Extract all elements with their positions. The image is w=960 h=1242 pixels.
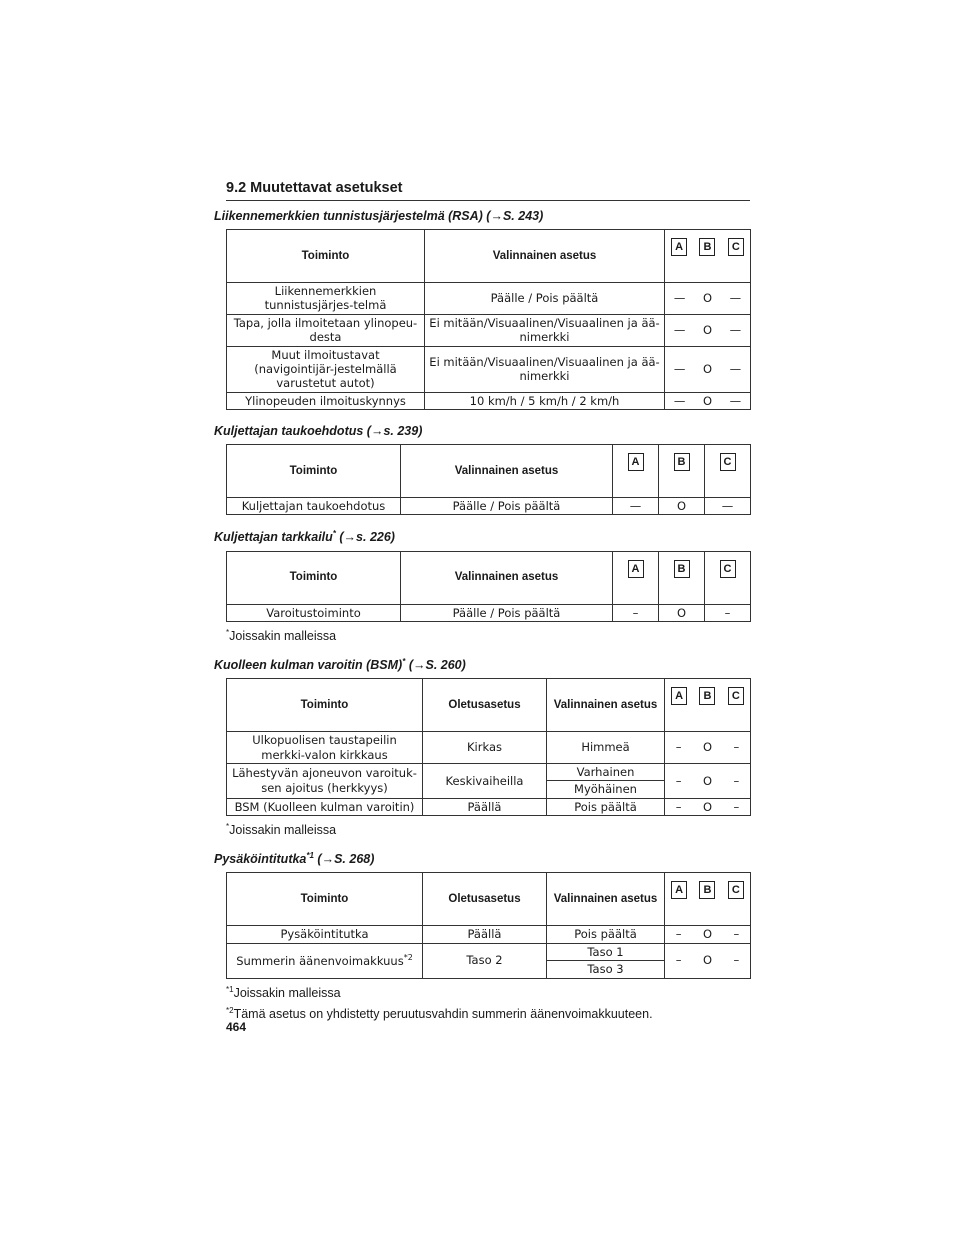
table-header-row <box>227 873 751 926</box>
col-default: Oletusasetus <box>423 873 547 926</box>
cell-c: – <box>733 773 740 788</box>
cell-c: — <box>729 322 742 337</box>
cell-default: Päällä <box>423 926 547 943</box>
cell-function: Varoitustoiminto <box>227 604 401 621</box>
table-row <box>227 798 751 815</box>
key-b: B <box>699 687 715 705</box>
cell-a: — <box>673 322 686 337</box>
cell-b: O <box>659 604 705 621</box>
key-a: A <box>628 560 644 578</box>
break-table <box>226 444 751 515</box>
key-a: A <box>671 687 687 705</box>
cell-optional: 10 km/h / 5 km/h / 2 km/h <box>425 392 665 409</box>
key-c: C <box>720 560 736 578</box>
cell-c: – <box>733 953 740 968</box>
cell-a: – <box>675 799 682 814</box>
key-b: B <box>674 453 690 471</box>
table-header-row <box>227 230 751 283</box>
cell-a: – <box>675 927 682 942</box>
parking-table <box>226 872 751 978</box>
cell-c: – <box>733 927 740 942</box>
cell-default: Taso 2 <box>423 943 547 978</box>
cell-a: – <box>675 740 682 755</box>
table-row <box>227 943 751 960</box>
cell-b: O <box>702 773 713 788</box>
col-function: Toiminto <box>227 230 425 283</box>
key-c: C <box>720 453 736 471</box>
rsa-table <box>226 229 751 410</box>
page-content <box>214 180 750 1035</box>
cell-default: Päällä <box>423 798 547 815</box>
cell-function: Lähestyvän ajoneuvon varoituk-sen ajoitus (herkkyys) <box>227 763 423 798</box>
cell-b: O <box>702 291 713 306</box>
col-optional: Valinnainen asetus <box>425 230 665 283</box>
key-b: B <box>699 881 715 899</box>
col-optional: Valinnainen asetus <box>547 679 665 732</box>
table-row <box>227 392 751 409</box>
cell-function: BSM (Kuolleen kulman varoitin) <box>227 798 423 815</box>
cell-c: — <box>705 498 751 515</box>
cell-c: — <box>729 291 742 306</box>
cell-optional: Ei mitään/Visuaalinen/Visuaalinen ja ää-nimerkki <box>425 346 665 392</box>
cell-optional: Päälle / Pois päältä <box>401 498 613 515</box>
footnote: *Joissakin malleissa <box>226 822 337 838</box>
cell-function: Ulkopuolisen taustapeilin merkki-valon kirkkaus <box>227 732 423 764</box>
cell-b: O <box>702 927 713 942</box>
cell-c: – <box>733 799 740 814</box>
table-row <box>227 604 751 621</box>
cell-a: – <box>675 953 682 968</box>
footnote: $^{*1}$Joissakin malleissa <box>226 984 341 1000</box>
table-header-row <box>227 445 751 498</box>
cell-b: O <box>702 393 713 408</box>
cell-function: Kuljettajan taukoehdotus <box>227 498 401 515</box>
cell-optional: Myöhäinen <box>547 781 665 798</box>
cell-b: O <box>702 799 713 814</box>
cell-c: – <box>705 604 751 621</box>
monitor-title: Kuljettajan tarkkailu* (→s. 226) <box>214 529 395 545</box>
bsm-title: Kuolleen kulman varoitin (BSM)* (→S. 260) <box>214 657 466 673</box>
cell-c: — <box>729 393 742 408</box>
table-row <box>227 732 751 764</box>
cell-function: Muut ilmoitustavat (navigointijär-jestelmällä varustetut autot) <box>227 346 425 392</box>
table-header-row <box>227 551 751 604</box>
key-b: B <box>699 238 715 256</box>
cell-optional: Pois päältä <box>547 798 665 815</box>
cell-function: Tapa, jolla ilmoitetaan ylinopeu-desta <box>227 314 425 346</box>
col-function: Toiminto <box>227 679 423 732</box>
cell-optional: Ei mitään/Visuaalinen/Visuaalinen ja ää-nimerkki <box>425 314 665 346</box>
key-a: A <box>628 453 644 471</box>
bsm-table <box>226 678 751 816</box>
cell-a: – <box>613 604 659 621</box>
cell-b: O <box>702 361 713 376</box>
footnote: $^{*2}$Tämä asetus on yhdistetty peruutusvahdin summerin äänenvoimakkuuteen. <box>226 1005 653 1021</box>
key-c: C <box>728 238 744 256</box>
cell-b: O <box>702 953 713 968</box>
key-b: B <box>674 560 690 578</box>
col-function: Toiminto <box>227 551 401 604</box>
table-row <box>227 926 751 943</box>
section-header: 9.2 Muutettavat asetukset <box>226 180 750 201</box>
table-row <box>227 763 751 780</box>
cell-optional: Päälle / Pois päältä <box>425 283 665 315</box>
col-abc <box>665 230 751 283</box>
col-function: Toiminto <box>227 445 401 498</box>
table-row <box>227 346 751 392</box>
col-optional: Valinnainen asetus <box>547 873 665 926</box>
cell-optional: Taso 3 <box>547 961 665 978</box>
cell-a: – <box>675 773 682 788</box>
parking-title: Pysäköintitutka$^{*1}$ (→S. 268) <box>214 851 375 867</box>
table-row <box>227 283 751 315</box>
rsa-title: Liikennemerkkien tunnistusjärjestelmä (RSA) (→S. 243) <box>214 209 544 223</box>
page-number: 464 <box>226 1020 247 1034</box>
cell-a: — <box>673 361 686 376</box>
table-header-row <box>227 679 751 732</box>
monitor-table <box>226 551 751 622</box>
cell-optional: Päälle / Pois päältä <box>401 604 613 621</box>
key-c: C <box>728 881 744 899</box>
cell-function: Liikennemerkkien tunnistusjärjes-telmä <box>227 283 425 315</box>
cell-function: Summerin äänenvoimakkuus$^{*2}$ <box>227 943 423 978</box>
key-a: A <box>671 238 687 256</box>
cell-c: — <box>729 361 742 376</box>
cell-b: O <box>702 322 713 337</box>
cell-b: O <box>659 498 705 515</box>
col-function: Toiminto <box>227 873 423 926</box>
cell-b: O <box>702 740 713 755</box>
cell-c: – <box>733 740 740 755</box>
cell-default: Kirkas <box>423 732 547 764</box>
cell-function: Ylinopeuden ilmoituskynnys <box>227 392 425 409</box>
cell-optional: Himmeä <box>547 732 665 764</box>
cell-a: — <box>613 498 659 515</box>
col-optional: Valinnainen asetus <box>401 445 613 498</box>
cell-function: Pysäköintitutka <box>227 926 423 943</box>
table-row <box>227 314 751 346</box>
key-c: C <box>728 687 744 705</box>
col-optional: Valinnainen asetus <box>401 551 613 604</box>
cell-default: Keskivaiheilla <box>423 763 547 798</box>
break-title: Kuljettajan taukoehdotus (→s. 239) <box>214 424 423 438</box>
cell-optional: Varhainen <box>547 763 665 780</box>
key-a: A <box>671 881 687 899</box>
cell-optional: Taso 1 <box>547 943 665 960</box>
cell-optional: Pois päältä <box>547 926 665 943</box>
cell-a: — <box>673 291 686 306</box>
cell-a: — <box>673 393 686 408</box>
col-default: Oletusasetus <box>423 679 547 732</box>
footnote: *Joissakin malleissa <box>226 627 337 644</box>
table-row <box>227 498 751 515</box>
